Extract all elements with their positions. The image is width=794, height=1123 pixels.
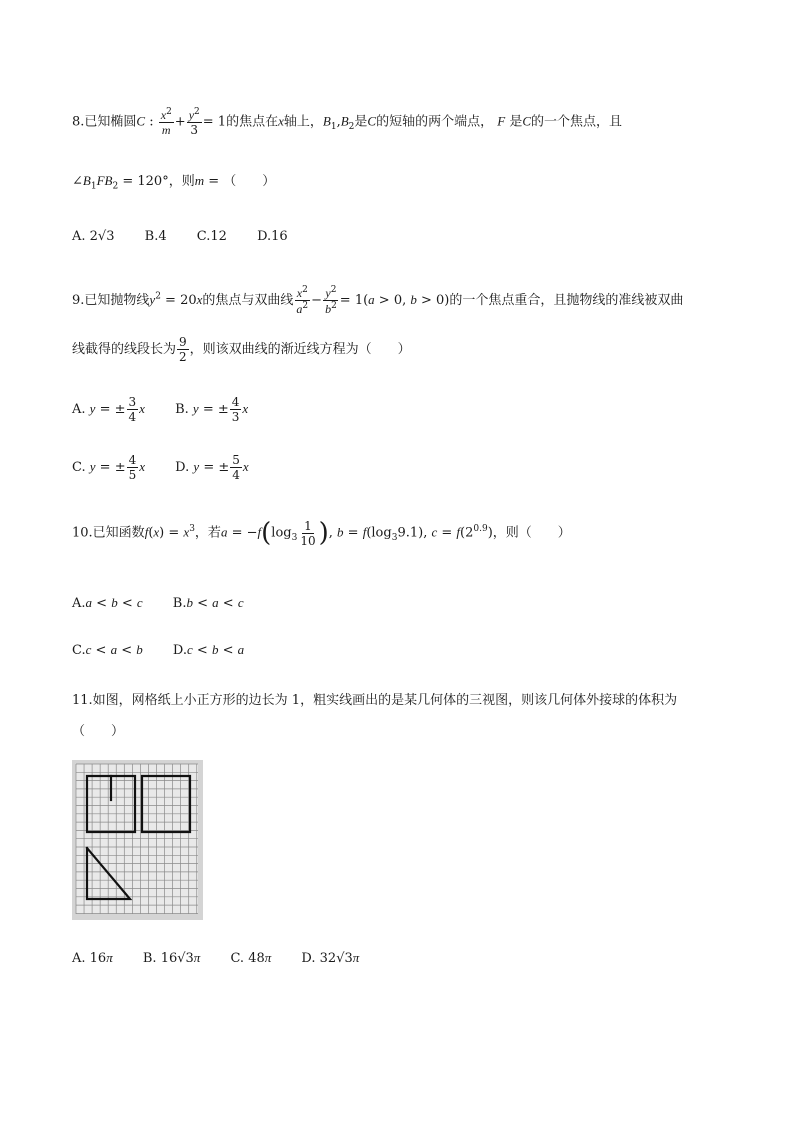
q9-option-c: C. y = ± $\frac{4}{5}$ x [72,453,146,482]
three-view-figure [72,760,203,920]
q9-line2: 线截得的线段长为 $\frac{9}{2}$ ，则该双曲线的渐近线方程为（ ） [72,335,411,364]
q11-option-c: C. 48π [230,950,272,966]
q11-option-a: A. 16π [72,950,113,966]
q9-option-b: B. y = ± $\frac{4}{3}$ x [175,395,249,424]
q10-option-c: C.c < a < b [72,642,143,658]
q9-option-d: D. y = ± $\frac{5}{4}$ x [175,453,249,482]
q9-options-row1 [72,396,274,423]
q8-option-c: C.12 [196,229,227,244]
q9-line1: 9.已知抛物线$y^2 = 20x$的焦点与双曲线 $\frac{x^2}{a^2}$ − $\frac{y^2}{b^2}$ = 1(a > 0, b > 0)的一个焦点重合，且抛物线的准线被双曲 [72,285,684,316]
q11-options [72,950,385,966]
q8-option-d: D.16 [257,229,288,244]
q11-line1: 11.如图，网格纸上小正方形的边长为 1，粗实线画出的是某几何体的三视图，则该几何体外接球的体积为 [72,693,678,708]
q8-option-b: B.4 [144,229,167,244]
three-view-grid-svg [72,760,203,920]
q11-option-d: D. 32√3π [301,950,360,966]
q11-line2: （ ） [72,724,125,739]
q8-line2: $\angle B_1FB_2 = 120^\circ$，则m = （ ） [72,173,276,192]
q8-option-a: A. 2√3 [72,229,115,244]
q8-line1: 8.已知椭圆C : $\frac{x^2}{m}$ + $\frac{y^2}{3}$ = 1的焦点在x轴上，$B_1,B_2$是C的短轴的两个端点， F 是C的一个焦点，且 [72,107,623,137]
q10-option-a: A.a < b < c [72,595,143,611]
q10-option-d: D.c < b < a [172,642,245,658]
q11-option-b: B. 16√3π [142,950,201,966]
q8-options [72,229,314,244]
q10-option-b: B.b < a < c [172,595,244,611]
q9-option-a: A. y = ± $\frac{3}{4}$ x [72,395,145,424]
q9-options-row2 [72,454,275,481]
q10-options-row1 [72,595,270,611]
q10-options-row2 [72,642,270,658]
q10-line: 10.已知函数$f(x) = x^3$，若$a = -f(\log_3$ $\frac{1}{10}$ ), $b = f(\log_39.1)$, $c = f(2^{0.9})$，则（ ） [72,518,571,548]
